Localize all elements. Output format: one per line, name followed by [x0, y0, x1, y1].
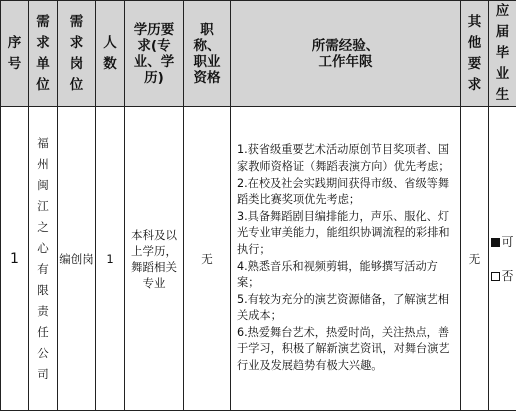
- checked-box-icon: [491, 238, 500, 247]
- experience-item-1: 1.获省级重要艺术活动原创节目奖项者、国家教师资格证（舞蹈表演方向）优先考虑；: [237, 142, 454, 175]
- header-experience: [231, 1, 461, 107]
- experience-item-2: 2.在校及社会实践期间获得市级、省级等舞蹈类比赛奖项优先考虑；: [237, 176, 454, 209]
- cell-title-qual: 无: [184, 107, 231, 411]
- header-position: 需求岗位: [58, 1, 96, 107]
- cell-experience: [231, 107, 461, 411]
- fresh-grad-option-no: 否: [489, 265, 516, 287]
- unchecked-box-icon: [491, 272, 500, 281]
- header-unit: 需求单位: [29, 1, 58, 107]
- fresh-grad-option-yes: 可: [489, 231, 516, 253]
- header-count: 人数: [96, 1, 125, 107]
- header-fresh-grad: 应届毕业生: [489, 1, 516, 107]
- cell-unit: 福州闽江之心有限责任公司: [29, 107, 58, 411]
- table-row: [1, 107, 516, 411]
- table-header-row: [1, 1, 516, 107]
- cell-other: 无: [461, 107, 489, 411]
- experience-item-5: 5.有较为充分的演艺资源储备，了解演艺相关成本；: [237, 292, 454, 325]
- header-index: 序号: [1, 1, 29, 107]
- cell-education: 本科及以上学历，舞蹈相关专业: [125, 107, 184, 411]
- experience-item-6: 6.热爱舞台艺术，热爱时尚，关注热点，善于学习，积极了解新演艺资讯，对舞台演艺行业及发展趋势有极大兴趣。: [237, 325, 454, 375]
- cell-position: 编创岗: [58, 107, 96, 411]
- cell-count: 1: [96, 107, 125, 411]
- header-experience-line2: 工作年限: [231, 54, 460, 70]
- experience-item-4: 4.熟悉音乐和视频剪辑，能够撰写活动方案；: [237, 259, 454, 292]
- experience-item-3: 3.具备舞蹈剧目编排能力，声乐、服化、灯光专业审美能力，能组织协调流程的彩排和执行；: [237, 209, 454, 259]
- cell-index: 1: [1, 107, 29, 411]
- cell-fresh-grad: [489, 107, 516, 411]
- header-title-qual: 职称、职业资格: [184, 1, 231, 107]
- header-experience-line1: 所需经验、: [231, 38, 460, 54]
- header-other: 其他要求: [461, 1, 489, 107]
- header-education: 学历要求(专业、学历): [125, 1, 184, 107]
